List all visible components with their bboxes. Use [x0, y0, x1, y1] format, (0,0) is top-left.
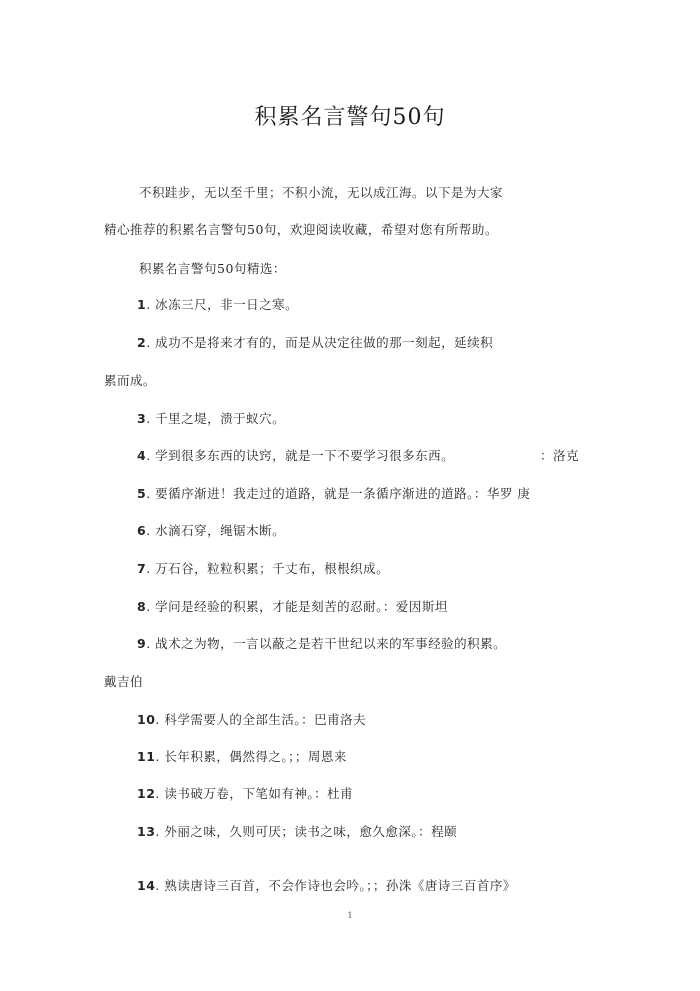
list-item — [137, 559, 389, 577]
intro-line-1: 不积跬步，无以至千里；不积小流，无以成江海。以下是为大家 — [139, 185, 504, 200]
list-item — [137, 747, 347, 765]
item-text: . 成功不是将来才有的，而是从决定往做的那一刻起，延续积 — [146, 335, 494, 350]
list-item — [137, 710, 366, 728]
list-item — [137, 784, 353, 802]
item-number: 2 — [137, 335, 147, 350]
item-number: 12 — [137, 786, 156, 801]
subheading: 积累名言警句50句精选： — [139, 261, 286, 276]
item-number: 13 — [137, 824, 156, 839]
item-number: 3 — [137, 411, 147, 426]
list-item — [137, 333, 493, 351]
item-continuation: 累而成。 — [104, 373, 157, 388]
item-text: . 科学需要人的全部生活。：巴甫洛夫 — [155, 712, 367, 727]
item-number: 10 — [137, 712, 156, 727]
list-item — [137, 295, 298, 313]
item-text: . 万石谷，粒粒积累；千丈布，根根织成。 — [146, 561, 390, 576]
item-text: . 外丽之味，久则可厌；读书之味，愈久愈深。：程颐 — [155, 824, 458, 839]
item-text: . 读书破万卷，下笔如有神。：杜甫 — [155, 786, 354, 801]
list-item — [137, 446, 454, 464]
item-number: 9 — [137, 636, 147, 651]
item-continuation: 戴吉伯 — [104, 674, 144, 689]
item-text: . 学问是经验的积累，才能是刻苦的忍耐。：爱因斯坦 — [146, 599, 448, 614]
item-text: . 战术之为物，一言以蔽之是若干世纪以来的军事经验的积累。 — [146, 636, 507, 651]
item-text: . 熟读唐诗三百首，不会作诗也会吟。；；孙洙《唐诗三百首序》 — [155, 878, 516, 893]
item-number: 14 — [137, 878, 156, 893]
item-text: . 千里之堤，溃于蚁穴。 — [146, 411, 286, 426]
item-number: 6 — [137, 523, 147, 538]
item-number: 5 — [137, 486, 147, 501]
document-title: 积累名言警句50句 — [254, 105, 446, 130]
list-item — [137, 634, 506, 652]
item-number: 11 — [137, 749, 156, 764]
item-text: . 学到很多东西的诀窍，就是一下不要学习很多东西。 — [146, 448, 455, 463]
item-number: 1 — [137, 297, 147, 312]
item-number: 8 — [137, 599, 147, 614]
list-item — [137, 409, 285, 427]
list-item — [137, 484, 530, 502]
list-item — [137, 822, 457, 840]
item-text: . 要循序渐进！我走过的道路，就是一条循序渐进的道路。：华罗 庚 — [146, 486, 531, 501]
item-text: . 长年积累，偶然得之。；；周恩来 — [155, 749, 347, 764]
page-number: 1 — [347, 911, 353, 920]
item-author: ：洛克 — [540, 448, 580, 463]
intro-line-2: 精心推荐的积累名言警句50句，欢迎阅读收藏，希望对您有所帮助。 — [104, 222, 498, 237]
list-item — [137, 597, 448, 615]
list-item — [137, 521, 285, 539]
item-number: 4 — [137, 448, 147, 463]
item-number: 7 — [137, 561, 147, 576]
item-text: . 冰冻三尺，非一日之寒。 — [146, 297, 299, 312]
list-item — [137, 876, 516, 894]
item-text: . 水滴石穿，绳锯木断。 — [146, 523, 286, 538]
